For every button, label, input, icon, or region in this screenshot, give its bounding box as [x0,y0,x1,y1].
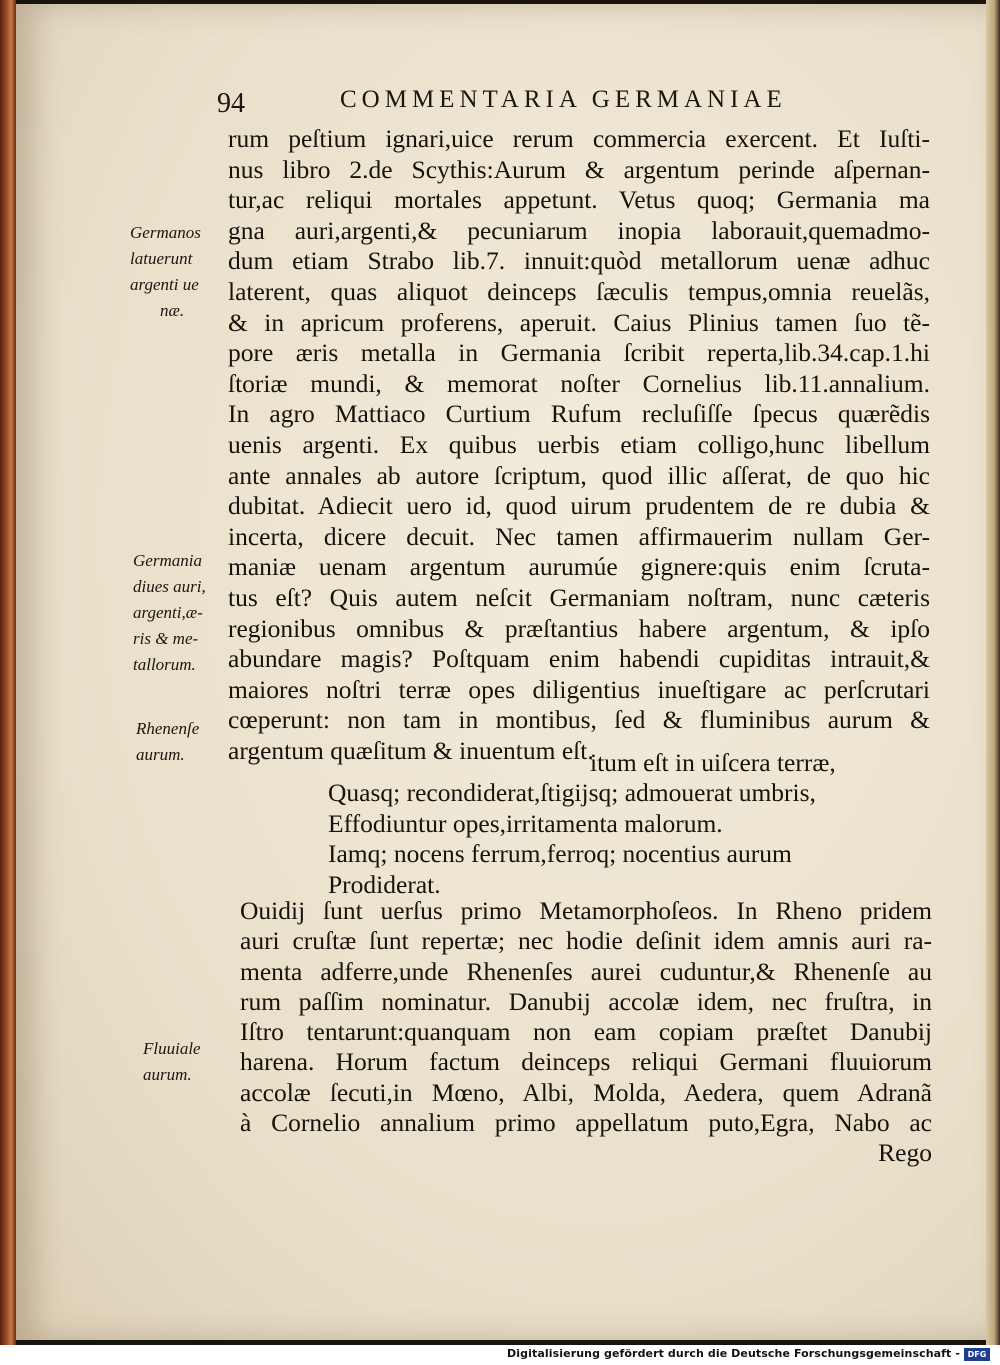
text-line: nus libro 2.de Scythis:Aurum & argentum perinde aſpernan- [228,154,930,184]
main-text-block-2 [240,896,932,1169]
margin-line: aurum. [143,1065,192,1084]
text-line: laterent, quas aliquot deinceps ſæculis tempus,omnia reuelãs, [228,276,930,306]
margin-note-germania [133,548,206,678]
margin-line: Rhenenſe [136,719,200,738]
margin-line: Germania [133,551,202,570]
text-line: Ouidij ſunt uerſus primo Metamorphoſeos. In Rheno pridem [240,896,932,925]
page-edge [986,0,1000,1345]
verse-line: Iamq; nocens ferrum,ferroq; nocentius aurum [328,839,792,868]
text-line: ſtoriæ mundi, & memorat noſter Cornelius lib.11.annalium. [228,368,930,398]
margin-line: aurum. [136,745,185,764]
dfg-logo: DFG [964,1348,990,1361]
text-line: cœperunt: non tam in montibus, ſed & fluminibus aurum & [228,705,930,735]
text-line: argentum quæſitum & inuentum eſt. [228,735,594,765]
verse-line: Effodiuntur opes,irritamenta malorum. [328,808,723,838]
text-line: abundare magis? Poſtquam enim habendi cupiditas intrauit,& [228,644,930,674]
margin-line: diues auri, [133,577,206,596]
text-line: rum paſſim nominatur. Danubij accolæ idem, nec fruſtra, in [240,986,932,1016]
text-line: auri cruſtæ ſunt repertæ; nec hodie deſinit idem amnis auri ra- [240,926,932,956]
main-text-block [228,124,930,766]
text-line: In agro Mattiaco Curtium Rufum recluſiſſe ſpecus quærẽdis [228,399,930,429]
margin-line: Fluuiale [143,1039,201,1058]
text-line: harena. Horum factum deinceps reliqui Germani fluuiorum [240,1047,932,1077]
text-line: incerta, dicere decuit. Nec tamen affirmauerim nullam Ger- [228,521,930,551]
running-head: COMMENTARIA GERMANIAE [340,86,787,113]
margin-line: latuerunt [130,249,193,268]
margin-line: Germanos [130,223,201,242]
margin-note-germanos [130,220,201,324]
text-line: tus eſt? Quis autem neſcit Germaniam noſtram, nunc cæteris [228,582,930,612]
text-line: tur,ac reliqui mortales appetunt. Vetus quoq; Germania ma [228,185,930,215]
catchword: Rego [878,1138,932,1168]
text-line: accolæ ſecuti,in Mœno, Albi, Molda, Aedera, quem Adranã [240,1077,932,1107]
text-line: maiores noſtri terræ opes diligentius inueſtigare ac perſcrutari [228,674,930,704]
verse-block [328,778,816,900]
text-line: menta adferre,unde Rhenenſes aurei cuduntur,& Rhenenſe au [240,956,932,986]
text-line: regionibus omnibus & præſtantius habere argentum, & ipſo [228,613,930,643]
margin-line: argenti,æ- [133,603,203,622]
text-line: dubitat. Adiecit uero id, quod uirum prudentem de re dubia & [228,491,930,521]
margin-line: ris & me- [133,629,199,648]
text-line: & in apricum proferens, aperuit. Caius Plinius tamen ſuo tẽ- [228,307,930,337]
text-line: pore æris metalla in Germania ſcribit reperta,lib.34.cap.1.hi [228,338,930,368]
text-line: gna auri,argenti,& pecuniarum inopia laborauit,quemadmo- [228,215,930,245]
text-line: ante annales ab autore ſcriptum, quod illic aſſerat, de quo hic [228,460,930,490]
margin-line: næ. [160,301,185,320]
text-line: Iſtro tentarunt:quanquam non eam copiam præſtet Danubij [240,1017,932,1047]
text-line: dum etiam Strabo lib.7. innuit:quòd metallorum uenæ adhuc [228,246,930,276]
text-line: uenis argenti. Ex quibus uerbis etiam colligo,hunc libellum [228,429,930,459]
margin-note-fluuiale [143,1036,201,1088]
margin-note-rhenense [136,716,199,768]
book-spine [0,0,16,1345]
margin-line: argenti ue [130,275,199,294]
verse-line: Quasq; recondiderat,ſtigijsq; admouerat umbris, [328,778,816,807]
footer-credit: Digitalisierung gefördert durch die Deutsche Forschungsgemeinschaft - [507,1347,960,1360]
page-number: 94 [217,88,245,119]
text-line: à Cornelio annalium primo appellatum puto,Egra, Nabo ac [240,1108,932,1138]
margin-line: tallorum. [133,655,196,674]
text-line: maniæ uenam argentum aurumúe gignere:quis enim ſcruta- [228,552,930,582]
verse-line: Prodiderat. [328,869,441,899]
text-line: rum peſtium ignari,uice rerum commercia exercent. Et Iuſti- [228,124,930,153]
verse-opening: itum eſt in uiſcera terræ, [590,748,836,777]
